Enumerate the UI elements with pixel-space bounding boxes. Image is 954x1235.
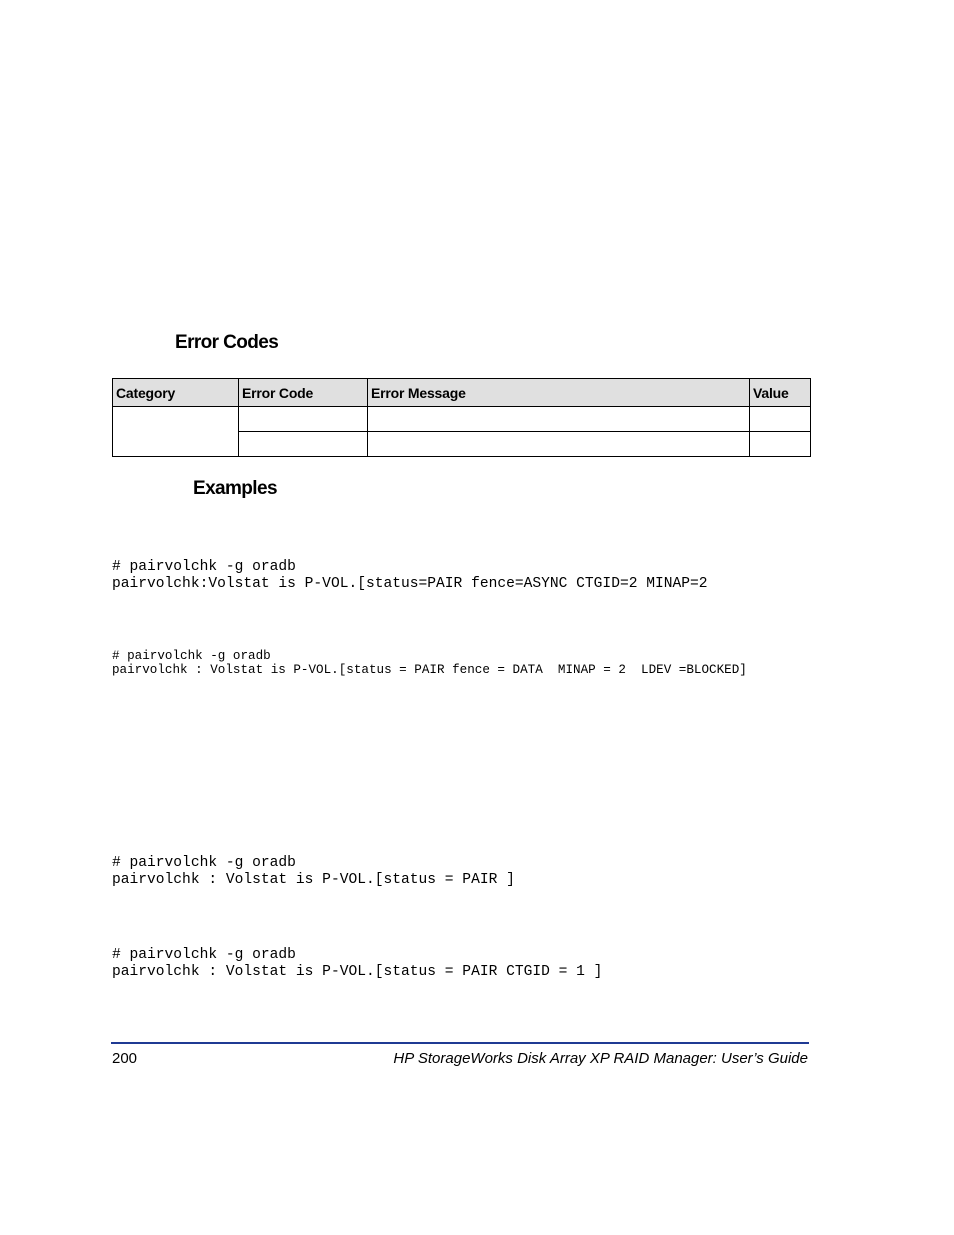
command-line: # pairvolchk -g oradb (112, 649, 271, 663)
column-header-error-code: Error Code (239, 379, 368, 407)
table-row (113, 407, 811, 432)
value-cell (750, 432, 811, 457)
output-line: pairvolchk : Volstat is P-VOL.[status = PAIR ] (112, 872, 515, 888)
error-code-cell (239, 432, 368, 457)
column-header-category: Category (113, 379, 239, 407)
footer-rule (111, 1042, 809, 1044)
code-example-4 (112, 947, 602, 981)
table-header-row (113, 379, 811, 407)
page-number: 200 (112, 1050, 138, 1067)
value-cell (750, 407, 811, 432)
error-codes-heading: Error Codes (175, 332, 279, 353)
error-message-cell (368, 407, 750, 432)
column-header-error-message: Error Message (368, 379, 750, 407)
examples-heading: Examples (193, 478, 277, 499)
category-cell (113, 407, 239, 457)
error-code-cell (239, 407, 368, 432)
code-example-1 (112, 559, 708, 593)
column-header-value: Value (750, 379, 811, 407)
command-line: # pairvolchk -g oradb (112, 855, 296, 871)
output-line: pairvolchk:Volstat is P-VOL.[status=PAIR fence=ASYNC CTGID=2 MINAP=2 (112, 576, 708, 592)
error-codes-table (112, 378, 811, 457)
command-line: # pairvolchk -g oradb (112, 559, 296, 575)
output-line: pairvolchk : Volstat is P-VOL.[status = PAIR CTGID = 1 ] (112, 964, 603, 980)
code-example-2 (112, 649, 747, 677)
code-example-3 (112, 855, 515, 889)
command-line: # pairvolchk -g oradb (112, 947, 296, 963)
footer-title: HP StorageWorks Disk Array XP RAID Manager: User’s Guide (393, 1050, 808, 1067)
error-message-cell (368, 432, 750, 457)
output-line: pairvolchk : Volstat is P-VOL.[status = PAIR fence = DATA MINAP = 2 LDEV =BLOCKED] (112, 663, 747, 677)
